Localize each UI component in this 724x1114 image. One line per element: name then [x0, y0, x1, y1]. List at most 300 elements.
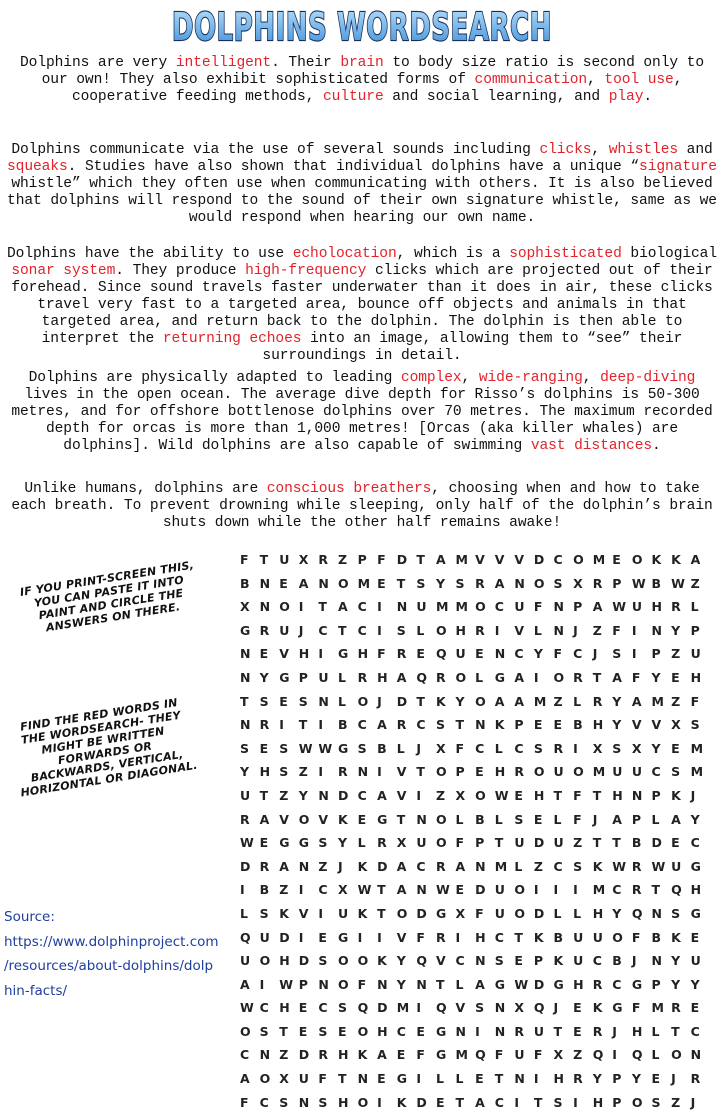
- grid-letter[interactable]: O: [533, 575, 545, 591]
- grid-letter[interactable]: R: [377, 835, 387, 851]
- grid-letter[interactable]: A: [396, 669, 407, 685]
- grid-letter[interactable]: G: [279, 669, 290, 685]
- grid-letter[interactable]: X: [240, 599, 250, 615]
- grid-letter[interactable]: N: [416, 811, 427, 827]
- grid-letter[interactable]: J: [377, 693, 382, 709]
- grid-letter[interactable]: N: [357, 764, 369, 780]
- grid-letter[interactable]: I: [298, 929, 304, 945]
- grid-letter[interactable]: Z: [279, 787, 289, 803]
- grid-letter[interactable]: V: [396, 787, 407, 803]
- grid-letter[interactable]: E: [259, 740, 269, 756]
- grid-letter[interactable]: K: [396, 1094, 407, 1110]
- grid-letter[interactable]: K: [279, 905, 289, 921]
- grid-letter[interactable]: W: [612, 599, 627, 615]
- grid-letter[interactable]: W: [240, 835, 254, 851]
- grid-letter[interactable]: L: [514, 858, 523, 874]
- grid-letter[interactable]: X: [279, 1071, 289, 1087]
- grid-letter[interactable]: J: [592, 646, 598, 662]
- grid-letter[interactable]: K: [671, 552, 681, 567]
- grid-letter[interactable]: T: [416, 552, 425, 567]
- grid-letter[interactable]: L: [240, 905, 248, 921]
- grid-letter[interactable]: S: [494, 953, 504, 969]
- grid-letter[interactable]: K: [357, 905, 368, 921]
- grid-letter[interactable]: C: [494, 1094, 504, 1110]
- grid-letter[interactable]: O: [357, 953, 369, 969]
- grid-letter[interactable]: L: [573, 905, 582, 921]
- grid-letter[interactable]: I: [377, 1094, 382, 1110]
- grid-letter[interactable]: R: [671, 1000, 681, 1016]
- grid-letter[interactable]: F: [631, 929, 641, 945]
- grid-letter[interactable]: S: [279, 764, 289, 780]
- grid-letter[interactable]: M: [435, 599, 449, 615]
- grid-letter[interactable]: N: [259, 575, 271, 591]
- grid-letter[interactable]: A: [337, 599, 348, 615]
- grid-letter[interactable]: I: [377, 622, 382, 638]
- grid-letter[interactable]: L: [573, 693, 582, 709]
- grid-letter[interactable]: N: [318, 575, 329, 591]
- grid-letter[interactable]: X: [671, 717, 681, 733]
- grid-letter[interactable]: N: [259, 1047, 271, 1063]
- grid-letter[interactable]: J: [631, 953, 637, 969]
- grid-letter[interactable]: U: [240, 953, 251, 969]
- grid-letter[interactable]: O: [514, 882, 525, 898]
- grid-letter[interactable]: O: [475, 787, 486, 803]
- grid-letter[interactable]: I: [298, 882, 304, 898]
- grid-letter[interactable]: O: [435, 764, 447, 780]
- grid-letter[interactable]: Q: [435, 646, 447, 662]
- grid-letter[interactable]: P: [533, 953, 544, 969]
- grid-letter[interactable]: T: [435, 976, 445, 992]
- grid-letter[interactable]: Q: [416, 953, 427, 969]
- grid-letter[interactable]: D: [377, 858, 388, 874]
- grid-letter[interactable]: X: [592, 740, 603, 756]
- grid-letter[interactable]: T: [377, 882, 386, 898]
- grid-letter[interactable]: L: [435, 1071, 444, 1087]
- grid-letter[interactable]: Q: [592, 1047, 604, 1063]
- grid-letter[interactable]: D: [533, 905, 545, 921]
- grid-letter[interactable]: P: [651, 787, 661, 803]
- grid-letter[interactable]: X: [396, 835, 407, 851]
- grid-letter[interactable]: A: [396, 858, 407, 874]
- grid-letter[interactable]: S: [553, 1094, 563, 1110]
- grid-letter[interactable]: E: [612, 552, 621, 567]
- grid-letter[interactable]: U: [337, 905, 349, 921]
- grid-letter[interactable]: Q: [671, 882, 682, 898]
- grid-letter[interactable]: E: [514, 787, 523, 803]
- grid-letter[interactable]: O: [573, 552, 584, 567]
- grid-letter[interactable]: E: [671, 740, 680, 756]
- grid-letter[interactable]: N: [494, 1023, 506, 1039]
- grid-letter[interactable]: H: [494, 764, 506, 780]
- grid-letter[interactable]: D: [533, 976, 545, 992]
- grid-letter[interactable]: T: [592, 835, 602, 851]
- grid-letter[interactable]: S: [259, 693, 269, 709]
- grid-letter[interactable]: C: [416, 858, 426, 874]
- grid-letter[interactable]: V: [279, 811, 289, 827]
- grid-letter[interactable]: O: [455, 669, 467, 685]
- grid-letter[interactable]: G: [279, 835, 290, 851]
- grid-letter[interactable]: P: [651, 646, 661, 662]
- grid-letter[interactable]: H: [337, 1047, 349, 1063]
- grid-letter[interactable]: O: [279, 599, 290, 615]
- grid-letter[interactable]: F: [690, 693, 700, 709]
- grid-letter[interactable]: R: [318, 552, 329, 567]
- grid-letter[interactable]: O: [514, 905, 525, 921]
- grid-letter[interactable]: P: [357, 552, 367, 567]
- grid-letter[interactable]: G: [435, 1047, 447, 1063]
- grid-letter[interactable]: O: [259, 953, 271, 969]
- grid-letter[interactable]: U: [573, 929, 584, 945]
- grid-letter[interactable]: E: [259, 646, 269, 662]
- grid-letter[interactable]: H: [631, 1023, 643, 1039]
- grid-letter[interactable]: N: [298, 858, 310, 874]
- grid-letter[interactable]: I: [377, 929, 382, 945]
- grid-letter[interactable]: G: [690, 858, 701, 874]
- grid-letter[interactable]: O: [631, 1094, 643, 1110]
- grid-letter[interactable]: V: [298, 905, 309, 921]
- grid-letter[interactable]: G: [298, 835, 310, 851]
- grid-letter[interactable]: P: [475, 835, 485, 851]
- grid-letter[interactable]: B: [612, 953, 622, 969]
- grid-letter[interactable]: G: [631, 976, 643, 992]
- grid-letter[interactable]: C: [553, 858, 563, 874]
- grid-letter[interactable]: J: [553, 1000, 559, 1016]
- grid-letter[interactable]: I: [259, 976, 265, 992]
- grid-letter[interactable]: E: [377, 575, 386, 591]
- grid-letter[interactable]: N: [494, 646, 506, 662]
- grid-letter[interactable]: S: [690, 717, 700, 733]
- grid-letter[interactable]: I: [318, 646, 324, 662]
- grid-letter[interactable]: V: [318, 811, 329, 827]
- grid-letter[interactable]: I: [455, 929, 461, 945]
- grid-letter[interactable]: S: [416, 575, 426, 591]
- grid-letter[interactable]: U: [690, 953, 701, 969]
- grid-letter[interactable]: C: [416, 717, 426, 733]
- grid-letter[interactable]: M: [651, 693, 664, 709]
- grid-letter[interactable]: N: [651, 905, 662, 921]
- grid-letter[interactable]: T: [416, 693, 425, 709]
- grid-letter[interactable]: N: [690, 1047, 702, 1063]
- grid-letter[interactable]: U: [671, 858, 682, 874]
- grid-letter[interactable]: O: [337, 575, 349, 591]
- grid-letter[interactable]: B: [475, 811, 485, 827]
- wordsearch-grid[interactable]: [240, 548, 710, 1114]
- grid-letter[interactable]: I: [298, 599, 304, 615]
- grid-letter[interactable]: R: [435, 858, 446, 874]
- grid-letter[interactable]: G: [337, 740, 349, 756]
- grid-letter[interactable]: U: [455, 646, 466, 662]
- grid-letter[interactable]: D: [337, 787, 349, 803]
- grid-letter[interactable]: N: [455, 1023, 466, 1039]
- grid-letter[interactable]: N: [631, 787, 643, 803]
- grid-letter[interactable]: T: [612, 835, 621, 851]
- grid-letter[interactable]: F: [533, 599, 543, 615]
- grid-letter[interactable]: N: [651, 622, 662, 638]
- grid-letter[interactable]: M: [455, 1047, 468, 1063]
- grid-letter[interactable]: L: [651, 1023, 660, 1039]
- grid-letter[interactable]: X: [455, 905, 466, 921]
- grid-letter[interactable]: X: [514, 1000, 524, 1016]
- grid-letter[interactable]: A: [494, 693, 505, 709]
- grid-letter[interactable]: N: [318, 787, 329, 803]
- grid-letter[interactable]: I: [279, 717, 284, 733]
- grid-letter[interactable]: H: [279, 953, 290, 969]
- grid-letter[interactable]: M: [592, 764, 606, 780]
- grid-letter[interactable]: N: [475, 858, 486, 874]
- grid-letter[interactable]: N: [240, 669, 251, 685]
- grid-letter[interactable]: O: [337, 976, 349, 992]
- grid-letter[interactable]: C: [494, 929, 504, 945]
- grid-letter[interactable]: Y: [612, 905, 622, 921]
- grid-letter[interactable]: A: [279, 858, 289, 874]
- grid-letter[interactable]: E: [337, 1023, 347, 1039]
- grid-letter[interactable]: H: [337, 1094, 349, 1110]
- grid-letter[interactable]: N: [396, 599, 408, 615]
- grid-letter[interactable]: P: [631, 811, 642, 827]
- grid-letter[interactable]: P: [573, 599, 583, 615]
- grid-letter[interactable]: S: [240, 740, 250, 756]
- grid-letter[interactable]: V: [475, 552, 485, 567]
- grid-letter[interactable]: O: [357, 1023, 369, 1039]
- grid-letter[interactable]: C: [573, 646, 583, 662]
- grid-letter[interactable]: H: [377, 1023, 388, 1039]
- grid-letter[interactable]: R: [592, 693, 603, 709]
- grid-letter[interactable]: S: [396, 622, 406, 638]
- grid-letter[interactable]: A: [671, 811, 681, 827]
- grid-letter[interactable]: C: [318, 882, 328, 898]
- grid-letter[interactable]: O: [533, 764, 545, 780]
- grid-letter[interactable]: W: [298, 740, 313, 756]
- grid-letter[interactable]: O: [631, 552, 643, 567]
- grid-letter[interactable]: J: [416, 740, 421, 756]
- grid-letter[interactable]: P: [455, 764, 465, 780]
- grid-letter[interactable]: Z: [553, 693, 563, 709]
- grid-letter[interactable]: I: [533, 669, 539, 685]
- grid-letter[interactable]: C: [690, 1023, 700, 1039]
- grid-letter[interactable]: V: [279, 646, 289, 662]
- grid-letter[interactable]: A: [631, 693, 642, 709]
- grid-letter[interactable]: H: [533, 787, 545, 803]
- grid-letter[interactable]: J: [612, 1023, 617, 1039]
- grid-letter[interactable]: Y: [259, 669, 269, 685]
- grid-letter[interactable]: R: [592, 976, 603, 992]
- grid-letter[interactable]: F: [573, 811, 582, 827]
- grid-letter[interactable]: E: [671, 835, 680, 851]
- grid-letter[interactable]: A: [396, 882, 407, 898]
- grid-letter[interactable]: V: [396, 764, 407, 780]
- grid-letter[interactable]: Y: [592, 1071, 602, 1087]
- grid-letter[interactable]: L: [651, 1047, 660, 1063]
- grid-letter[interactable]: O: [435, 811, 447, 827]
- grid-letter[interactable]: H: [592, 1094, 604, 1110]
- grid-letter[interactable]: S: [279, 740, 289, 756]
- grid-letter[interactable]: O: [337, 953, 349, 969]
- grid-letter[interactable]: Z: [592, 622, 602, 638]
- grid-letter[interactable]: R: [396, 646, 407, 662]
- grid-letter[interactable]: Q: [631, 905, 643, 921]
- grid-letter[interactable]: T: [533, 1094, 543, 1110]
- grid-letter[interactable]: J: [592, 811, 598, 827]
- grid-letter[interactable]: V: [631, 717, 642, 733]
- grid-letter[interactable]: I: [553, 882, 559, 898]
- grid-letter[interactable]: T: [455, 717, 465, 733]
- grid-letter[interactable]: L: [475, 669, 484, 685]
- grid-letter[interactable]: S: [455, 575, 465, 591]
- grid-letter[interactable]: N: [416, 976, 427, 992]
- grid-letter[interactable]: Y: [396, 976, 406, 992]
- grid-letter[interactable]: S: [533, 740, 543, 756]
- grid-letter[interactable]: L: [337, 693, 346, 709]
- grid-letter[interactable]: E: [553, 717, 563, 733]
- grid-letter[interactable]: R: [631, 858, 642, 874]
- grid-letter[interactable]: R: [592, 575, 603, 591]
- grid-letter[interactable]: V: [396, 929, 407, 945]
- grid-letter[interactable]: M: [357, 575, 371, 591]
- grid-letter[interactable]: X: [631, 740, 642, 756]
- grid-letter[interactable]: V: [514, 622, 524, 638]
- grid-letter[interactable]: P: [690, 622, 700, 638]
- grid-letter[interactable]: U: [514, 1047, 525, 1063]
- grid-letter[interactable]: C: [612, 976, 622, 992]
- grid-letter[interactable]: U: [553, 764, 564, 780]
- grid-letter[interactable]: G: [612, 1000, 623, 1016]
- grid-letter[interactable]: U: [514, 599, 525, 615]
- grid-letter[interactable]: H: [455, 622, 466, 638]
- grid-letter[interactable]: C: [612, 882, 622, 898]
- grid-letter[interactable]: A: [592, 599, 603, 615]
- grid-letter[interactable]: I: [573, 882, 578, 898]
- grid-letter[interactable]: P: [514, 717, 524, 733]
- grid-letter[interactable]: K: [377, 953, 387, 969]
- grid-letter[interactable]: W: [435, 882, 450, 898]
- grid-letter[interactable]: C: [475, 740, 485, 756]
- grid-letter[interactable]: S: [612, 646, 622, 662]
- grid-letter[interactable]: L: [455, 976, 464, 992]
- grid-letter[interactable]: L: [690, 599, 699, 615]
- grid-letter[interactable]: F: [455, 835, 465, 851]
- grid-letter[interactable]: R: [318, 1047, 329, 1063]
- grid-letter[interactable]: R: [259, 622, 270, 638]
- grid-letter[interactable]: Y: [240, 764, 250, 780]
- grid-letter[interactable]: E: [435, 1094, 445, 1110]
- grid-letter[interactable]: F: [475, 905, 484, 921]
- grid-letter[interactable]: D: [533, 835, 545, 851]
- grid-letter[interactable]: T: [494, 835, 504, 851]
- grid-letter[interactable]: O: [475, 693, 486, 709]
- grid-letter[interactable]: E: [259, 835, 269, 851]
- grid-letter[interactable]: U: [592, 929, 603, 945]
- grid-letter[interactable]: Q: [240, 929, 251, 945]
- grid-letter[interactable]: D: [416, 1094, 427, 1110]
- grid-letter[interactable]: T: [455, 1094, 465, 1110]
- grid-letter[interactable]: W: [514, 976, 529, 992]
- grid-letter[interactable]: T: [298, 717, 308, 733]
- grid-letter[interactable]: A: [612, 811, 622, 827]
- grid-letter[interactable]: R: [514, 764, 524, 780]
- grid-letter[interactable]: R: [573, 1071, 583, 1087]
- grid-letter[interactable]: R: [514, 1023, 524, 1039]
- grid-letter[interactable]: D: [240, 858, 251, 874]
- grid-letter[interactable]: U: [631, 764, 643, 780]
- grid-letter[interactable]: A: [377, 717, 387, 733]
- grid-letter[interactable]: K: [357, 1047, 368, 1063]
- grid-letter[interactable]: I: [377, 764, 382, 780]
- grid-letter[interactable]: R: [573, 669, 583, 685]
- grid-letter[interactable]: H: [651, 599, 662, 615]
- grid-letter[interactable]: O: [435, 622, 447, 638]
- grid-letter[interactable]: H: [690, 882, 702, 898]
- grid-letter[interactable]: Q: [357, 1000, 369, 1016]
- grid-letter[interactable]: B: [377, 740, 387, 756]
- grid-letter[interactable]: H: [553, 1071, 564, 1087]
- grid-letter[interactable]: W: [279, 976, 293, 992]
- grid-letter[interactable]: O: [259, 1071, 271, 1087]
- grid-letter[interactable]: C: [259, 1094, 269, 1110]
- grid-letter[interactable]: A: [455, 858, 466, 874]
- grid-letter[interactable]: P: [651, 976, 661, 992]
- grid-letter[interactable]: O: [298, 811, 310, 827]
- grid-letter[interactable]: S: [259, 1023, 269, 1039]
- grid-letter[interactable]: W: [357, 882, 372, 898]
- grid-letter[interactable]: M: [690, 740, 704, 756]
- grid-letter[interactable]: X: [337, 882, 348, 898]
- grid-letter[interactable]: W: [671, 575, 685, 591]
- grid-letter[interactable]: U: [553, 835, 564, 851]
- grid-letter[interactable]: L: [357, 835, 366, 851]
- grid-letter[interactable]: C: [553, 552, 563, 567]
- grid-letter[interactable]: S: [671, 905, 681, 921]
- grid-letter[interactable]: Z: [573, 835, 583, 851]
- grid-letter[interactable]: I: [631, 646, 637, 662]
- grid-letter[interactable]: N: [377, 976, 388, 992]
- grid-letter[interactable]: C: [651, 764, 661, 780]
- grid-letter[interactable]: S: [318, 953, 328, 969]
- grid-letter[interactable]: G: [553, 976, 564, 992]
- grid-letter[interactable]: D: [416, 905, 427, 921]
- grid-letter[interactable]: I: [475, 1023, 480, 1039]
- grid-letter[interactable]: R: [475, 622, 485, 638]
- grid-letter[interactable]: E: [279, 693, 288, 709]
- grid-letter[interactable]: S: [553, 575, 563, 591]
- grid-letter[interactable]: K: [671, 929, 681, 945]
- grid-letter[interactable]: A: [612, 669, 622, 685]
- grid-letter[interactable]: F: [553, 646, 563, 662]
- grid-letter[interactable]: F: [240, 1094, 249, 1110]
- grid-letter[interactable]: B: [651, 929, 661, 945]
- grid-letter[interactable]: N: [651, 953, 662, 969]
- grid-letter[interactable]: E: [671, 669, 680, 685]
- grid-letter[interactable]: D: [377, 1000, 388, 1016]
- grid-letter[interactable]: T: [337, 1071, 347, 1087]
- grid-letter[interactable]: L: [455, 1071, 464, 1087]
- grid-letter[interactable]: R: [259, 717, 270, 733]
- grid-letter[interactable]: F: [377, 552, 386, 567]
- grid-letter[interactable]: R: [396, 717, 407, 733]
- grid-letter[interactable]: U: [494, 905, 505, 921]
- grid-letter[interactable]: T: [592, 669, 602, 685]
- grid-letter[interactable]: I: [240, 882, 245, 898]
- grid-letter[interactable]: L: [494, 811, 503, 827]
- grid-letter[interactable]: W: [494, 787, 509, 803]
- grid-letter[interactable]: S: [671, 764, 681, 780]
- grid-letter[interactable]: F: [416, 1047, 425, 1063]
- grid-letter[interactable]: Y: [651, 740, 661, 756]
- grid-letter[interactable]: C: [259, 1000, 269, 1016]
- grid-letter[interactable]: M: [455, 552, 468, 567]
- grid-letter[interactable]: E: [357, 811, 367, 827]
- grid-letter[interactable]: I: [573, 740, 578, 756]
- grid-letter[interactable]: Z: [671, 693, 681, 709]
